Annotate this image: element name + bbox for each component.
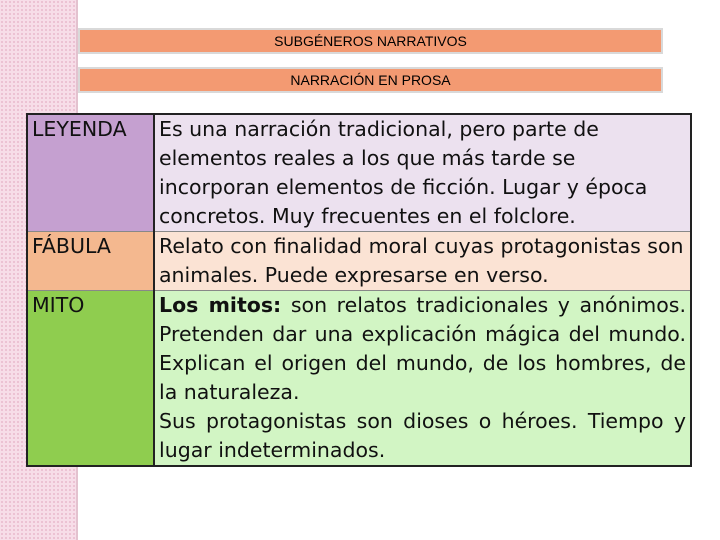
description-mito [154,291,691,467]
description-mito-extra: Sus protagonistas son dioses o héroes. Tiempo y lugar indeterminados. [159,409,686,462]
description-leyenda: Es una narración tradicional, pero parte de elementos reales a los que más tarde se incorporan elementos de ficción. Lugar y época concretos. Muy frecuentes en el folclore. [154,114,691,232]
title-banner-prose [78,67,663,93]
table-row-mito [27,291,691,467]
title-banner-subgenres [78,28,663,54]
description-mito-body: son relatos tradicionales y anónimos. Pretenden dar una explicación mágica del mundo. Explican el origen del mundo, de los hombres, de la naturaleza. [159,293,686,404]
table-row-fabula [27,232,691,291]
title-prose: NARRACIÓN EN PROSA [290,72,451,88]
term-fabula: FÁBULA [27,232,154,291]
description-mito-lead: Los mitos: [159,293,282,317]
title-subgenres: SUBGÉNEROS NARRATIVOS [274,33,467,49]
term-leyenda: LEYENDA [27,114,154,232]
description-fabula: Relato con finalidad moral cuyas protagonistas son animales. Puede expresarse en verso. [154,232,691,291]
table-row-leyenda [27,114,691,232]
subgenres-table [26,113,692,467]
term-mito: MITO [27,291,154,467]
